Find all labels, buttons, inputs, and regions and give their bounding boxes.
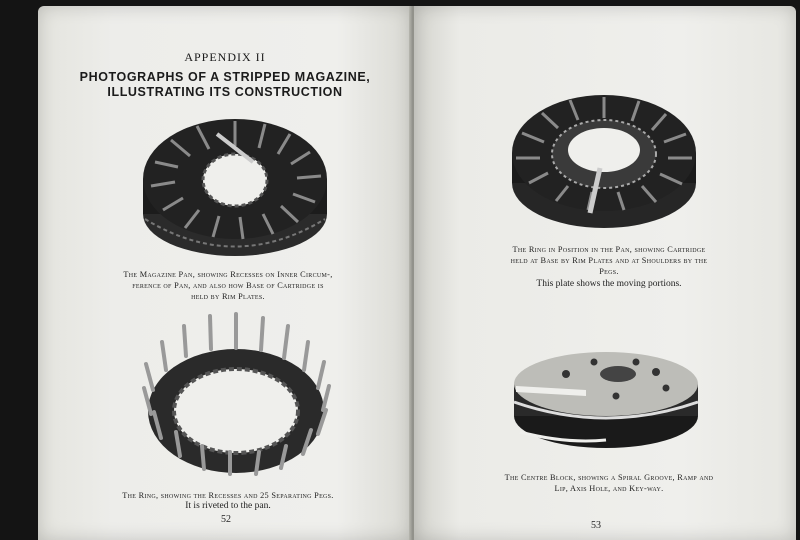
ring-pegs-photo [136,306,336,486]
left-page [38,6,412,540]
page-title [38,70,412,100]
right-page [414,6,796,540]
caption-ring-in-pan: The Ring in Position in the Pan, showing Cartridge held at Base by Rim Plates and at Shoulders by the Pegs. This plate shows the moving portions. [510,245,708,289]
appendix-heading: APPENDIX II [184,50,266,64]
page-number-right: 53 [591,520,601,531]
magazine-pan-photo [135,104,335,264]
page-number-left: 52 [221,514,231,525]
caption-magazine-pan: The Magazine Pan, showing Recesses on Inner Circum-, ference of Pan, and also how Base of Cartridge is held by Rim Plates. [123,270,333,301]
title-line-1: PHOTOGRAPHS OF A STRIPPED MAGAZINE, [79,70,371,84]
caption-ring: The Ring, showing the Recesses and 25 Separating Pegs. It is riveted to the pan. [122,491,334,511]
caption-centre-block: The Centre Block, showing a Spiral Groove, Ramp and Lip, Axis Hole, and Key-way. [504,473,714,493]
title-line-2: ILLUSTRATING ITS CONSTRUCTION [107,85,343,99]
centre-block-photo [506,344,706,454]
ring-in-pan-photo [504,88,704,238]
